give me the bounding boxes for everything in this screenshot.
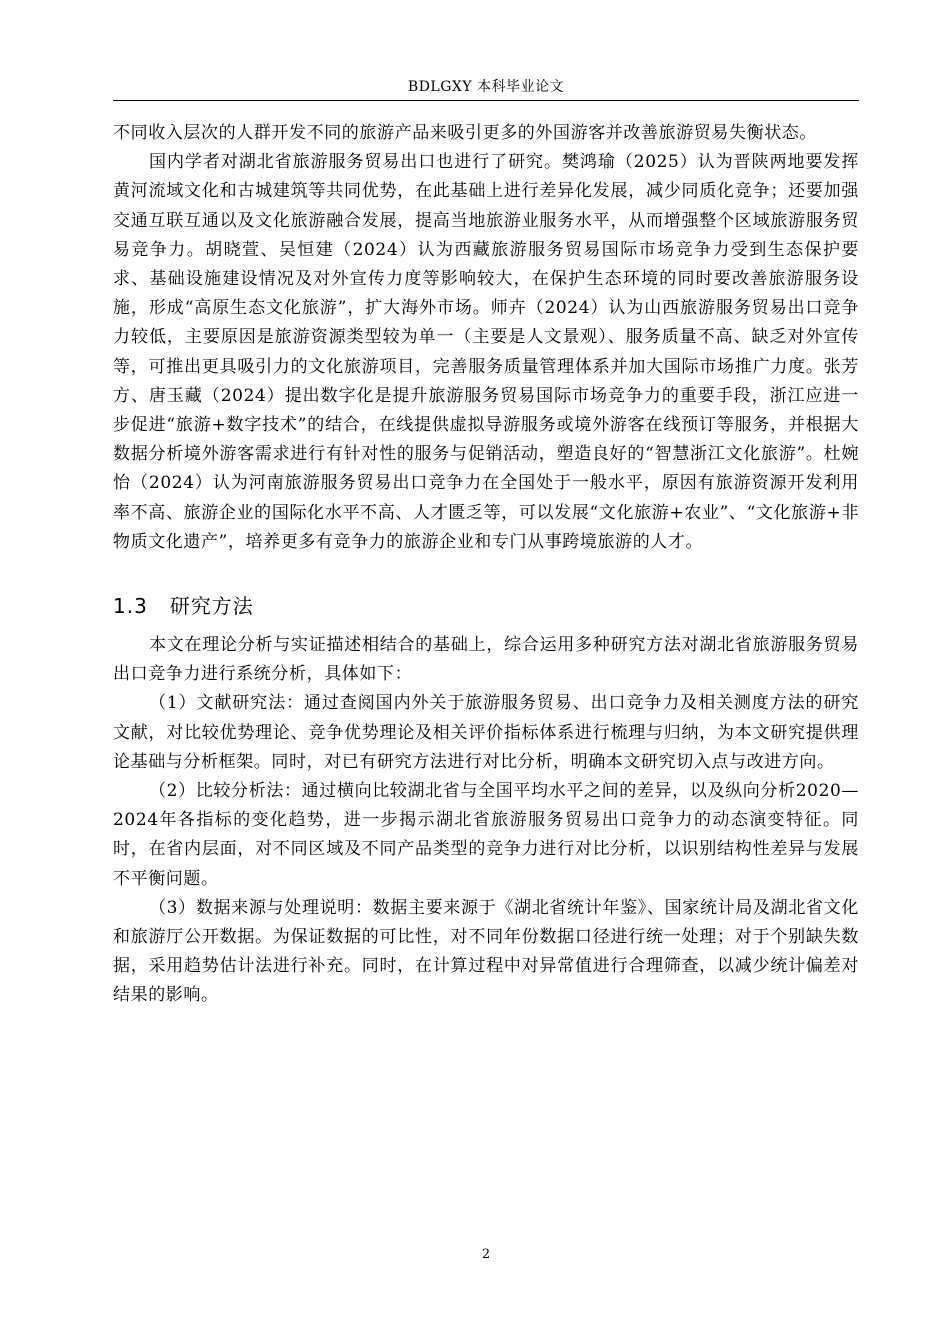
paragraph-method-data: （3）数据来源与处理说明：数据主要来源于《湖北省统计年鉴》、国家统计局及湖北省文化和旅游厅公开数据。为保证数据的可比性，对不同年份数据口径进行统一处理；对于个别缺失数据，采用趋势估计法进行补充。同时，在计算过程中对异常值进行合理筛查，以减少统计偏差对结果的影响。 [113,897,859,1006]
paragraph-method-comparison: （2）比较分析法：通过横向比较湖北省与全国平均水平之间的差异，以及纵向分析2020—2024年各指标的变化趋势，进一步揭示湖北省旅游服务贸易出口竞争力的动态演变特征。同时，在省内层面，对不同区域及不同产品类型的竞争力进行对比分析，以识别结构性差异与发展不平衡问题。 [113,781,859,889]
running-header: BDLGXY 本科毕业论文 [407,79,565,95]
section-number: 1.3 [113,594,148,619]
paragraph-domestic-research: 国内学者对湖北省旅游服务贸易出口也进行了研究。樊鸿瑜（2025）认为晋陕两地要发挥黄河流域文化和古城建筑等共同优势，在此基础上进行差异化发展，减少同质化竞争；还要加强交通互联互通以及文化旅游融合发展，提高当地旅游业服务水平，从而增强整个区域旅游服务贸易竞争力。胡晓萱、吴恒建（2024）认为西藏旅游服务贸易国际市场竞争力受到生态保护要求、基础设施建设情况及对外宣传力度等影响较大，在保护生态环境的同时要改善旅游服务设施，形成“高原生态文化旅游”，扩大海外市场。师卉（2024）认为山西旅游服务贸易出口竞争力较低，主要原因是旅游资源类型较为单一（主要是人文景观）、服务质量不高、缺乏对外宣传等，可推出更具吸引力的文化旅游项目，完善服务质量管理体系并加大国际市场推广力度。张芳方、唐玉藏（2024）提出数字化是提升旅游服务贸易国际市场竞争力的重要手段，浙江应进一步促进“旅游+数字技术”的结合，在线提供虚拟导游服务或境外游客在线预订等服务，并根据大数据分析境外游客需求进行有针对性的服务与促销活动，塑造良好的“智慧浙江文化旅游”。杜婉怡（2024）认为河南旅游服务贸易出口竞争力在全国处于一般水平，原因有旅游资源开发利用率不高、旅游企业的国际化水平不高、人才匮乏等，可以发展“文化旅游+农业”、“文化旅游+非物质文化遗产”，培养更多有竞争力的旅游企业和专门从事跨境旅游的人才。 [113,152,859,552]
paragraph-method-literature: （1）文献研究法：通过查阅国内外关于旅游服务贸易、出口竞争力及相关测度方法的研究文献，对比较优势理论、竞争优势理论及相关评价指标体系进行梳理与归纳，为本文研究提供理论基础与分析框架。同时，对已有研究方法进行对比分析，明确本文研究切入点与改进方向。 [113,693,859,772]
section-heading [113,591,859,621]
paragraph-continued: 不同收入层次的人群开发不同的旅游产品来吸引更多的外国游客并改善旅游贸易失衡状态。 [113,123,817,143]
page-number: 2 [481,1247,491,1262]
body-text [113,119,859,1011]
header-rule [113,100,859,101]
paragraph-methods-intro: 本文在理论分析与实证描述相结合的基础上，综合运用多种研究方法对湖北省旅游服务贸易出口竞争力进行系统分析，具体如下： [113,635,859,685]
section-title: 研究方法 [169,594,254,619]
